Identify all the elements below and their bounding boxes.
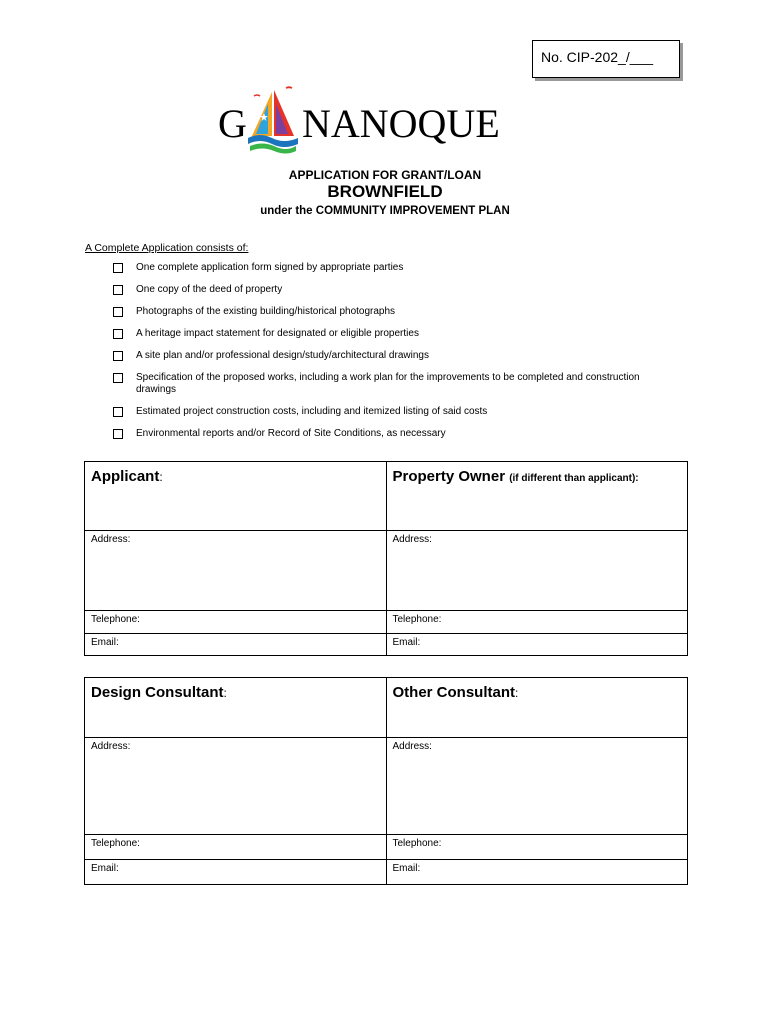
checklist-item: One copy of the deed of property <box>112 284 672 296</box>
other-consultant-cell[interactable]: Other Consultant: <box>386 678 688 737</box>
checklist-item: Specification of the proposed works, including a work plan for the improvements to be completed and construction drawings <box>112 372 672 396</box>
checklist <box>112 262 672 440</box>
design-consultant-heading: Design Consultant <box>91 684 224 701</box>
other-telephone-field[interactable]: Telephone: <box>386 835 688 859</box>
logo-text-left: G <box>218 101 247 146</box>
owner-email-field[interactable]: Email: <box>386 634 688 655</box>
sailboat-logo-icon <box>246 86 300 154</box>
applicant-address-field[interactable]: Address: <box>91 534 131 545</box>
file-number-box <box>532 40 680 78</box>
checkbox[interactable] <box>113 429 123 439</box>
gananoque-logo <box>218 86 518 156</box>
table-row <box>85 737 687 834</box>
property-owner-heading: Property Owner <box>392 468 506 485</box>
owner-telephone-field[interactable]: Telephone: <box>386 611 688 633</box>
title-plan: under the COMMUNITY IMPROVEMENT PLAN <box>260 205 510 217</box>
design-consultant-cell[interactable]: Design Consultant: <box>91 684 227 701</box>
checklist-item: Environmental reports and/or Record of Site Conditions, as necessary <box>112 428 672 440</box>
design-telephone-field[interactable]: Telephone: <box>91 838 140 849</box>
checklist-item: A heritage impact statement for designated or eligible properties <box>112 328 672 340</box>
logo-text-right: NANOQUE <box>302 101 500 146</box>
file-number: No. CIP-202_/___ <box>541 49 654 65</box>
checklist-item: Estimated project construction costs, including and itemized listing of said costs <box>112 406 672 418</box>
consultant-table <box>84 677 688 885</box>
other-email-field[interactable]: Email: <box>386 860 688 884</box>
table-row <box>85 678 687 737</box>
title-brownfield: BROWNFIELD <box>327 182 443 201</box>
checklist-item: Photographs of the existing building/historical photographs <box>112 306 672 318</box>
applicant-email-field[interactable]: Email: <box>91 637 119 648</box>
table-row <box>85 530 687 610</box>
design-email-field[interactable]: Email: <box>91 863 119 874</box>
checklist-intro: A Complete Application consists of: <box>85 242 249 254</box>
checkbox[interactable] <box>113 329 123 339</box>
owner-address-field[interactable]: Address: <box>386 531 688 610</box>
table-row <box>85 462 687 530</box>
checkbox[interactable] <box>113 307 123 317</box>
applicant-telephone-field[interactable]: Telephone: <box>91 614 140 625</box>
table-row <box>85 610 687 633</box>
table-row <box>85 633 687 655</box>
other-consultant-heading: Other Consultant <box>392 684 515 701</box>
property-owner-subheading: (if different than applicant): <box>509 473 639 484</box>
checklist-item: A site plan and/or professional design/study/architectural drawings <box>112 350 672 362</box>
title-application: APPLICATION FOR GRANT/LOAN <box>288 168 482 182</box>
checkbox[interactable] <box>113 407 123 417</box>
checkbox[interactable] <box>113 373 123 383</box>
applicant-owner-table <box>84 461 688 656</box>
applicant-cell[interactable]: Applicant: <box>91 468 163 485</box>
applicant-heading: Applicant <box>91 468 160 485</box>
table-row <box>85 834 687 859</box>
property-owner-cell[interactable] <box>386 462 688 530</box>
design-address-field[interactable]: Address: <box>91 741 131 752</box>
table-row <box>85 859 687 884</box>
checkbox[interactable] <box>113 285 123 295</box>
checkbox[interactable] <box>113 263 123 273</box>
checklist-item: One complete application form signed by appropriate parties <box>112 262 672 274</box>
other-address-field[interactable]: Address: <box>386 738 688 834</box>
checkbox[interactable] <box>113 351 123 361</box>
